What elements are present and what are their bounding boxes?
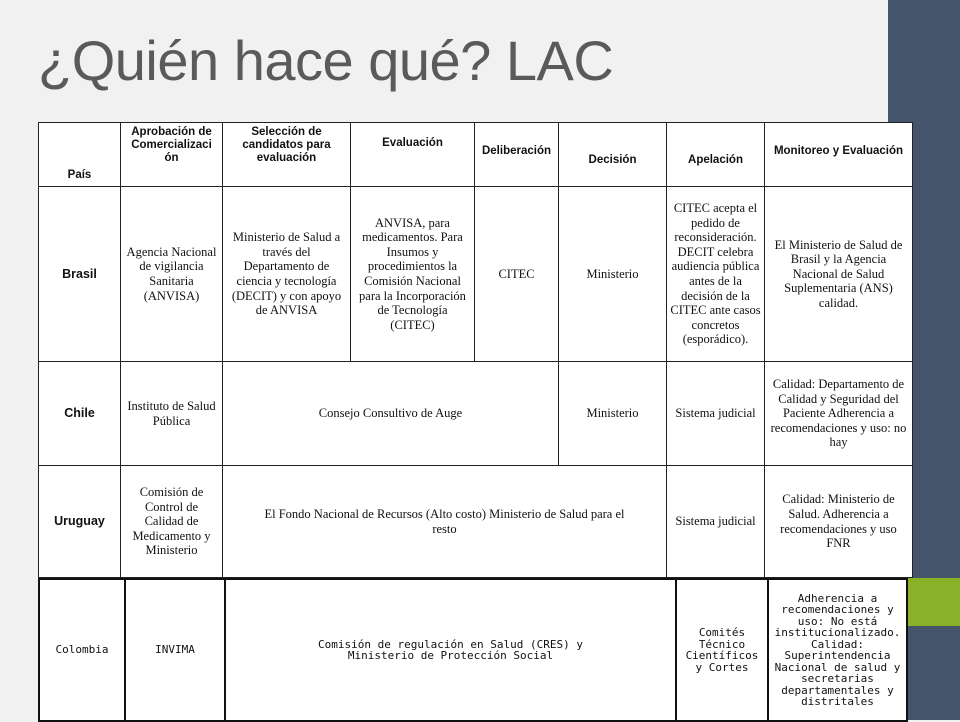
header-pais: País (39, 123, 121, 187)
chile-seleccion-evaluacion-deliberacion: Consejo Consultivo de Auge (223, 362, 559, 466)
colombia-apelacion: Comités Técnico Científicos y Cortes (676, 579, 768, 721)
header-aprobacion: Aprobación de Comercializaci ón (121, 123, 223, 187)
chile-decision: Ministerio (559, 362, 667, 466)
header-seleccion: Selección de candidatos para evaluación (223, 123, 351, 187)
uruguay-monitoreo: Calidad: Ministerio de Salud. Adherencia a recomendaciones y uso FNR (765, 466, 913, 578)
row-colombia (39, 579, 907, 721)
country-colombia: Colombia (39, 579, 125, 721)
colombia-aprobacion: INVIMA (125, 579, 225, 721)
header-row (39, 123, 913, 187)
brasil-apelacion: CITEC acepta el pedido de reconsideración. DECIT celebra audiencia pública antes de la decisión de la CITEC ante casos concretos (esporádico). (667, 187, 765, 362)
brasil-aprobacion: Agencia Nacional de vigilancia Sanitaria (ANVISA) (121, 187, 223, 362)
brasil-seleccion: Ministerio de Salud a través del Departamento de ciencia y tecnología (DECIT) y con apoyo de ANVISA (223, 187, 351, 362)
header-apelacion: Apelación (667, 123, 765, 187)
row-uruguay (39, 466, 913, 578)
brasil-deliberacion: CITEC (475, 187, 559, 362)
chile-aprobacion: Instituto de Salud Pública (121, 362, 223, 466)
uruguay-aprobacion: Comisión de Control de Calidad de Medicamento y Ministerio (121, 466, 223, 578)
uruguay-seleccion-a-decision: El Fondo Nacional de Recursos (Alto costo) Ministerio de Salud para el resto (223, 466, 667, 578)
row-brasil (39, 187, 913, 362)
chile-monitoreo: Calidad: Departamento de Calidad y Seguridad del Paciente Adherencia a recomendaciones y uso: no hay (765, 362, 913, 466)
header-monitoreo: Monitoreo y Evaluación (765, 123, 913, 187)
header-decision: Decisión (559, 123, 667, 187)
uruguay-apelacion: Sistema judicial (667, 466, 765, 578)
brasil-decision: Ministerio (559, 187, 667, 362)
colombia-table (38, 578, 908, 722)
colombia-seleccion-a-decision: Comisión de regulación en Salud (CRES) y Ministerio de Protección Social (225, 579, 676, 721)
row-chile (39, 362, 913, 466)
country-brasil: Brasil (39, 187, 121, 362)
slide-title: ¿Quién hace qué? LAC (38, 29, 614, 92)
responsibility-table (38, 122, 913, 578)
country-chile: Chile (39, 362, 121, 466)
chile-apelacion: Sistema judicial (667, 362, 765, 466)
header-deliberacion: Deliberación (475, 123, 559, 187)
country-uruguay: Uruguay (39, 466, 121, 578)
slide-accent-block (904, 578, 960, 626)
brasil-evaluacion: ANVISA, para medicamentos. Para Insumos y procedimientos la Comisión Nacional para la Incorporación de Tecnología (CITEC) (351, 187, 475, 362)
brasil-monitoreo: El Ministerio de Salud de Brasil y la Agencia Nacional de Salud Suplementaria (ANS) calidad. (765, 187, 913, 362)
colombia-monitoreo: Adherencia a recomendaciones y uso: No está institucionalizado. Calidad: Superintendencia Nacional de salud y secretarias departamentales y distritales (768, 579, 907, 721)
header-evaluacion: Evaluación (351, 123, 475, 187)
